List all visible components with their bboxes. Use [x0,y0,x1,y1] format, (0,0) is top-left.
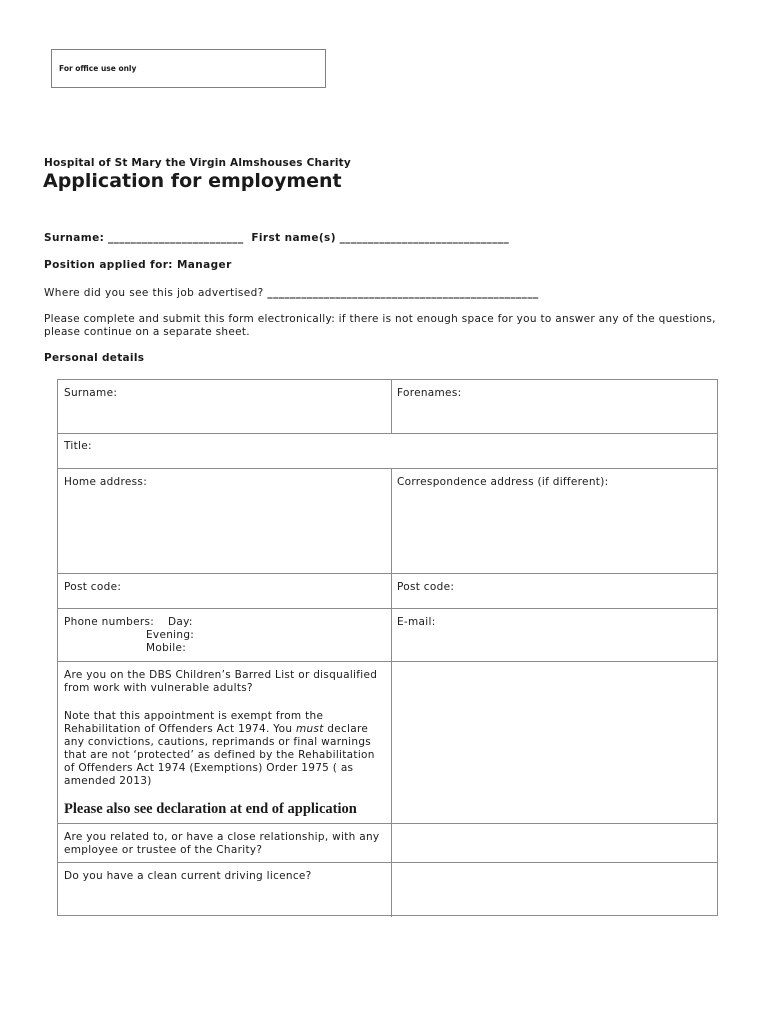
name-line [44,232,509,244]
table-rule [58,433,717,434]
surname-cell[interactable]: Surname: [64,387,118,399]
correspondence-address-cell[interactable]: Correspondence address (if different): [397,476,609,488]
email-cell[interactable]: E-mail: [397,616,436,628]
table-rule [58,608,717,609]
table-divider [391,380,392,433]
table-rule [58,468,717,469]
dbs-question: Are you on the DBS Children’s Barred List or disqualified from work with vulnerable adults? [64,669,378,694]
surname-blank[interactable]: ________________________ [108,232,244,244]
phone-evening-label[interactable]: Evening: [146,629,195,641]
dbs-answer-cell[interactable] [392,662,718,822]
driving-question: Do you have a clean current driving licence? [64,870,312,882]
organisation-name: Hospital of St Mary the Virgin Almshouses Charity [44,157,351,169]
phone-label: Phone numbers: [64,616,155,628]
related-answer-cell[interactable] [392,824,718,861]
instructions-text: Please complete and submit this form electronically: if there is not enough space for you to answer any of the questions, please continue on a separate sheet. [44,313,716,338]
advert-line [44,287,539,299]
forenames-cell[interactable]: Forenames: [397,387,462,399]
title-cell[interactable]: Title: [64,440,92,452]
first-name-label: First name(s) [251,232,336,244]
declaration-notice: Please also see declaration at end of application [64,801,357,817]
related-question: Are you related to, or have a close relationship, with any employee or trustee of the Charity? [64,831,380,856]
dbs-note-part-2: declare any convictions, cautions, reprimands or final warnings that are not ‘protected’ as defined by the Rehabilitation of Offenders Act 1974 (Exemptions) Order 1975 ( as amended 2013) [64,723,375,787]
table-rule [58,573,717,574]
driving-answer-cell[interactable] [392,863,718,915]
phone-day-label[interactable]: Day: [168,616,193,628]
office-use-label: For office use only [59,64,137,73]
advert-blank[interactable]: ________________________________________________ [267,287,539,299]
advert-label: Where did you see this job advertised? [44,287,264,299]
phone-mobile-label[interactable]: Mobile: [146,642,187,654]
office-use-box [51,49,326,88]
dbs-note-part-1: Note that this appointment is exempt from the Rehabilitation of Offenders Act 1974. You [64,710,324,735]
home-address-cell[interactable]: Home address: [64,476,148,488]
post-code-right-cell[interactable]: Post code: [397,581,455,593]
post-code-left-cell[interactable]: Post code: [64,581,122,593]
surname-label: Surname: [44,232,105,244]
personal-details-heading: Personal details [44,352,145,364]
dbs-note [64,710,384,788]
first-name-blank[interactable]: ______________________________ [339,232,510,244]
dbs-note-must: must [295,723,324,735]
page-title: Application for employment [43,170,342,192]
personal-details-table [57,379,718,916]
position-applied: Position applied for: Manager [44,259,232,271]
